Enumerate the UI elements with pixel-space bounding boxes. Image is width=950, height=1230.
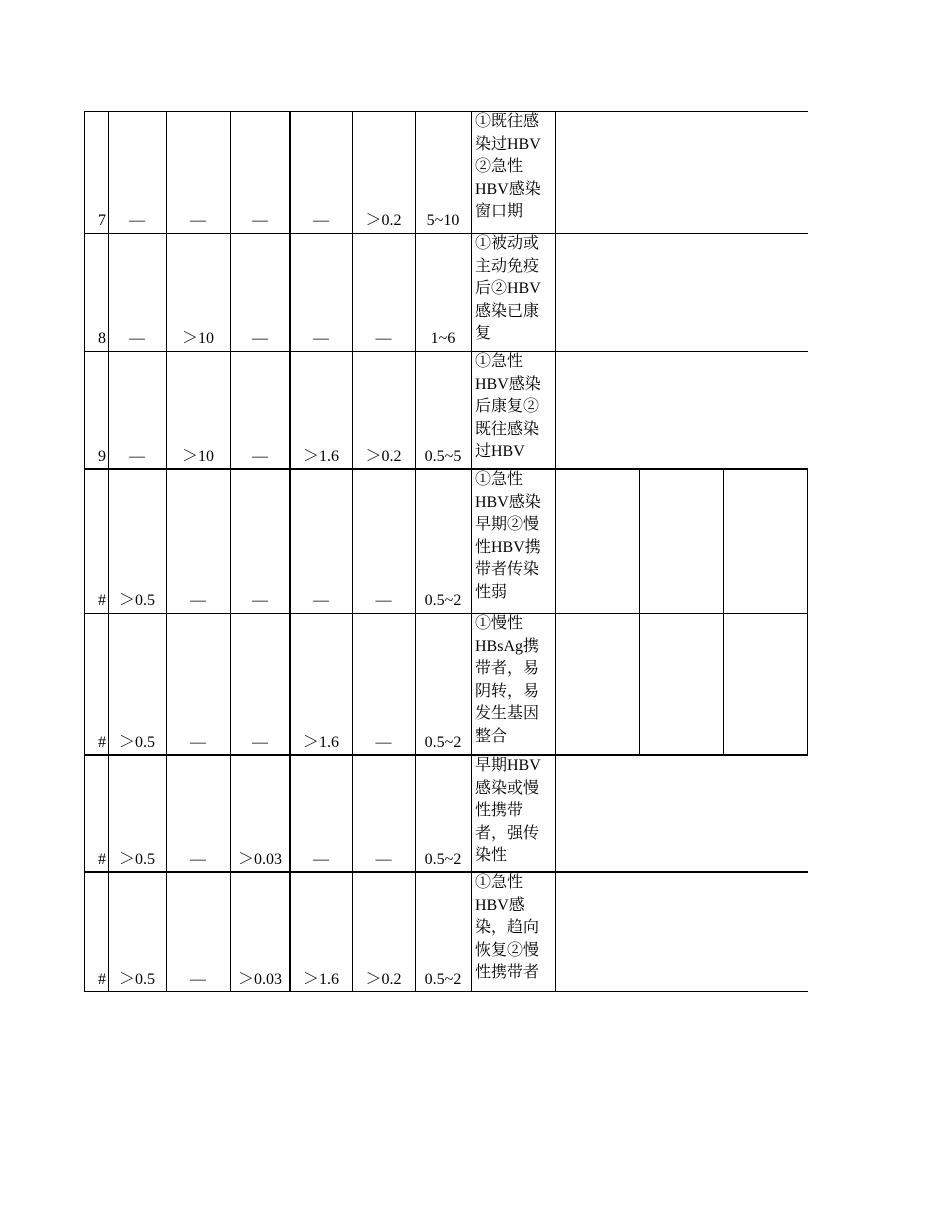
note-line: 后②HBV [475,280,541,298]
note-line: 染性 [475,847,508,865]
grid-vline [352,351,353,469]
row-id-cell: # [98,592,106,609]
grid-vline [108,872,109,992]
grid-vline [723,469,724,613]
note-line: 性弱 [475,583,508,601]
grid-vline [289,613,291,755]
grid-vline [471,469,472,613]
note-line: 带者，易 [475,660,540,678]
value-cell: ＞0.5 [118,971,155,988]
grid-vline [108,613,109,755]
row-id-cell: 8 [98,330,106,347]
grid-vline [289,351,291,469]
grid-vline [166,755,167,872]
note-line: 性携带 [475,802,524,820]
row-id-cell: # [98,734,106,751]
grid-vline [555,111,556,233]
value-cell: 0.5~2 [424,734,462,751]
grid-vline [471,613,472,755]
value-cell: ＞0.2 [365,971,402,988]
grid-vline [555,755,556,872]
value-cell: — [313,851,329,868]
grid-vline [471,111,472,233]
grid-vline [289,111,291,233]
note-cell [471,351,555,469]
value-cell: — [129,448,145,465]
value-cell: 0.5~5 [424,448,462,465]
note-line: ①急性 [475,471,524,488]
value-cell: ＞0.5 [118,592,155,609]
grid-vline [289,755,291,872]
grid-vline [230,233,231,351]
grid-vline [230,469,231,613]
value-cell: 0.5~2 [424,851,462,868]
note-cell [471,469,555,613]
grid-vline [471,233,472,351]
grid-hline [84,233,808,234]
value-cell: ＞1.6 [302,448,339,465]
table-row [84,613,808,755]
value-cell: — [375,851,392,868]
value-cell: ＞0.03 [237,971,282,988]
grid-vline [166,469,167,613]
grid-vline [555,872,556,992]
note-line: 性HBV携 [475,538,541,556]
table-row [84,872,808,992]
value-cell: — [375,330,392,347]
grid-vline [471,351,472,469]
value-cell: — [252,734,268,751]
table-row [84,233,808,351]
row-id-cell: 7 [98,212,106,229]
value-cell: 5~10 [426,212,460,229]
grid-vline [415,469,416,613]
note-cell [471,872,555,992]
grid-vline [352,613,353,755]
note-line: 发生基因 [475,705,540,723]
note-line: 染，趋向 [475,919,540,937]
row-id-cell: # [98,851,106,868]
note-line: 早期HBV [475,757,541,774]
grid-vline [415,111,416,233]
grid-vline [166,233,167,351]
grid-hline [84,111,808,112]
grid-vline [84,469,85,613]
grid-vline [289,469,291,613]
grid-hline [84,613,808,614]
grid-vline [415,755,416,872]
note-line: 后康复② [475,398,540,416]
grid-vline [352,872,353,992]
note-cell [471,233,555,351]
grid-vline [352,111,353,233]
grid-vline [108,469,109,613]
note-line: HBV感染 [475,493,541,511]
grid-vline [415,233,416,351]
spreadsheet-table [84,111,808,992]
value-cell: — [129,330,145,347]
grid-vline [166,872,167,992]
grid-vline [230,872,231,992]
value-cell: — [252,592,268,609]
note-line: 阴转，易 [475,682,540,700]
grid-vline [555,351,556,469]
grid-vline [639,613,640,755]
value-cell: ＞0.2 [365,448,402,465]
grid-vline [108,111,109,233]
value-cell: ＞10 [181,330,214,347]
note-line: 窗口期 [475,203,524,221]
note-cell [471,755,555,872]
grid-hline [84,754,808,756]
note-line: ①急性 [475,874,524,891]
note-line: HBV感染 [475,375,541,393]
grid-vline [289,233,291,351]
value-cell: — [313,212,329,229]
grid-vline [166,613,167,755]
note-line: 过HBV [475,443,525,461]
grid-vline [415,613,416,755]
note-line: HBV感 [475,896,525,914]
grid-vline [108,755,109,872]
value-cell: — [375,592,392,609]
value-cell: 1~6 [430,330,456,347]
note-line: 感染已康 [475,302,540,320]
row-id-cell: 9 [98,448,106,465]
grid-vline [289,872,291,992]
grid-vline [230,111,231,233]
table-row [84,111,808,233]
grid-vline [108,233,109,351]
row-id-cell: # [98,971,106,988]
value-cell: ＞1.6 [302,971,339,988]
note-cell [471,111,555,233]
grid-hline [84,871,808,873]
value-cell: 0.5~2 [424,971,462,988]
note-line: HBsAg携 [475,637,540,655]
table-row [84,755,808,872]
note-line: ②急性 [475,158,524,176]
table-row [84,469,808,613]
note-line: ①被动或 [475,235,540,252]
grid-vline [555,233,556,351]
note-line: 性携带者 [475,964,540,982]
grid-hline [84,468,808,470]
value-cell: — [190,734,206,751]
grid-vline [807,613,808,755]
note-line: 主动免疫 [475,257,540,275]
grid-vline [352,755,353,872]
grid-vline [415,351,416,469]
grid-vline [723,613,724,755]
value-cell: ＞0.03 [237,851,282,868]
value-cell: ＞0.5 [118,734,155,751]
value-cell: — [190,851,206,868]
grid-hline [84,351,808,352]
value-cell: — [190,971,206,988]
grid-vline [84,351,85,469]
note-line: 恢复②慢 [475,941,540,959]
grid-vline [230,613,231,755]
grid-vline [352,469,353,613]
note-line: 早期②慢 [475,516,540,534]
value-cell: ＞0.5 [118,851,155,868]
value-cell: ＞10 [181,448,214,465]
grid-vline [230,755,231,872]
grid-vline [471,755,472,872]
value-cell: — [190,592,206,609]
grid-vline [84,233,85,351]
note-line: 整合 [475,727,508,745]
note-line: ①既往感 [475,113,540,130]
value-cell: — [252,212,268,229]
grid-vline [230,351,231,469]
note-line: 感染或慢 [475,779,540,797]
note-line: 带者传染 [475,561,540,579]
grid-vline [555,469,556,613]
table-row [84,351,808,469]
note-line: 者，强传 [475,824,540,842]
grid-vline [108,351,109,469]
grid-vline [555,613,556,755]
value-cell: — [252,448,268,465]
grid-vline [639,469,640,613]
grid-vline [84,872,85,992]
grid-vline [807,469,808,613]
note-cell [471,613,555,755]
value-cell: ＞1.6 [302,734,339,751]
grid-vline [352,233,353,351]
grid-vline [84,613,85,755]
value-cell: — [313,330,329,347]
grid-hline [84,991,808,992]
note-line: HBV感染 [475,180,541,198]
note-line: ①慢性 [475,615,524,632]
note-line: 既往感染 [475,420,540,438]
value-cell: ＞0.2 [365,212,402,229]
value-cell: — [313,592,329,609]
value-cell: — [129,212,145,229]
grid-vline [84,755,85,872]
grid-vline [166,351,167,469]
note-line: 复 [475,325,492,343]
value-cell: — [190,212,206,229]
note-line: 染过HBV [475,135,541,153]
note-line: ①急性 [475,353,524,370]
value-cell: — [375,734,392,751]
grid-vline [84,111,85,233]
value-cell: — [252,330,268,347]
grid-vline [471,872,472,992]
value-cell: 0.5~2 [424,592,462,609]
grid-vline [415,872,416,992]
grid-vline [166,111,167,233]
